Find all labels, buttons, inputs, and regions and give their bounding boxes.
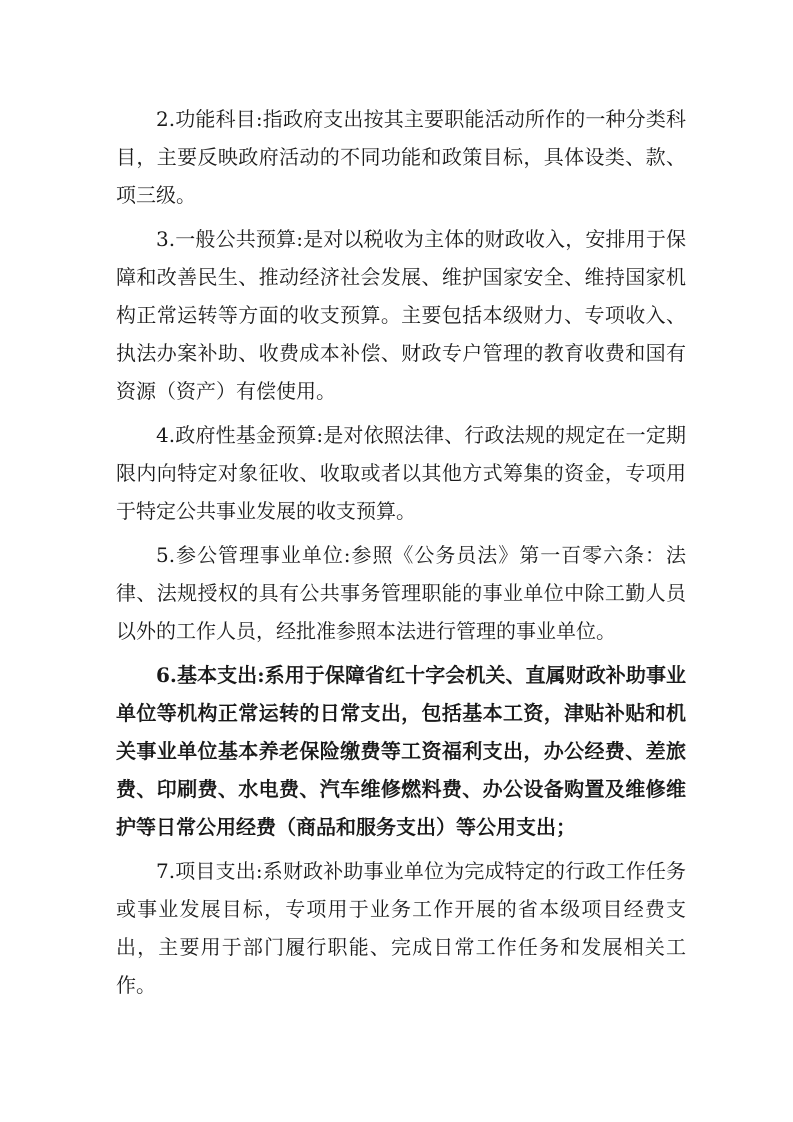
- paragraph-functional-subjects: [116, 100, 686, 214]
- paragraph-project-expenditure: [116, 852, 686, 1004]
- term-label: 5.参公管理事业单位:: [156, 543, 351, 567]
- paragraph-text: 是对依照法律、行政法规的规定在一定期限内向特定对象征收、收取或者以其他方式筹集的资金，专项用于特定公共事业发展的收支预算。: [116, 423, 686, 523]
- paragraph-basic-expenditure: [116, 656, 686, 846]
- document-body: [116, 100, 686, 1004]
- term-label: 4.政府性基金预算:: [156, 423, 324, 447]
- paragraph-text: 指政府支出按其主要职能活动所作的一种分类科目，主要反映政府活动的不同功能和政策目标，具体设类、款、项三级。: [116, 107, 686, 207]
- term-label: 7.项目支出:: [156, 859, 263, 883]
- paragraph-text: 参照《公务员法》第一百零六条：法律、法规授权的具有公共事务管理职能的事业单位中除工勤人员以外的工作人员，经批准参照本法进行管理的事业单位。: [116, 543, 687, 643]
- paragraph-text: 系财政补助事业单位为完成特定的行政工作任务或事业发展目标，专项用于业务工作开展的省本级项目经费支出，主要用于部门履行职能、完成日常工作任务和发展相关工作。: [116, 859, 686, 997]
- paragraph-government-fund-budget: [116, 416, 686, 530]
- paragraph-text: 是对以税收为主体的财政收入，安排用于保障和改善民生、推动经济社会发展、维护国家安全、维持国家机构正常运转等方面的收支预算。主要包括本级财力、专项收入、执法办案补助、收费成本补偿、财政专户管理的教育收费和国有资源（资产）有偿使用。: [116, 227, 687, 403]
- paragraph-general-public-budget: [116, 220, 686, 410]
- term-label: 6.基本支出:: [156, 663, 265, 687]
- term-label: 3.一般公共预算:: [156, 227, 303, 251]
- term-label: 2.功能科目:: [156, 107, 263, 131]
- paragraph-civil-service-managed-units: [116, 536, 686, 650]
- paragraph-text: 系用于保障省红十字会机关、直属财政补助事业单位等机构正常运转的日常支出，包括基本工资，津贴补贴和机关事业单位基本养老保险缴费等工资福利支出，办公经费、差旅费、印刷费、水电费、汽车维修燃料费、办公设备购置及维修维护等日常公用经费（商品和服务支出）等公用支出；: [116, 663, 687, 839]
